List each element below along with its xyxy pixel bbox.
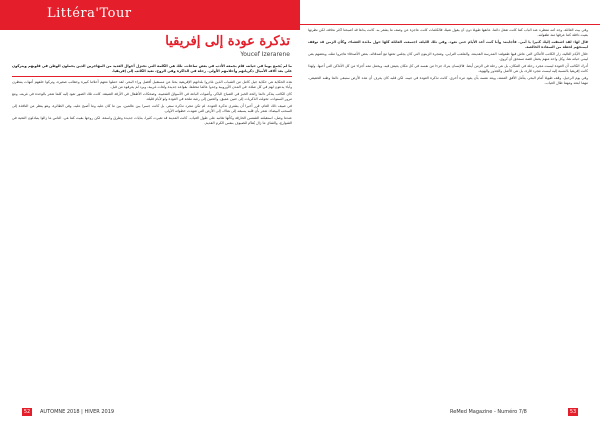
issue-date: AUTOMNE 2018 | HIVER 2019 xyxy=(40,409,115,415)
right-page xyxy=(308,28,588,406)
section-title: Littéra'Tour xyxy=(47,6,132,21)
paragraph: قال لها: لقد اشتقت إليك كثيرا يا أمي. فأجابته: وأنا كنت أعد الأيام حتى تعود. وفي تلك الليلة، اجتمعت العائلة كلها حول مائدة العشاء، وكأن الزمن قد توقف ليمنحهم لحظة من السعادة الخالصة. xyxy=(308,40,588,49)
paragraph: وفي بيت العائلة، وجد أمه تنتظره عند الباب كما كانت تفعل دائما. عانقها طويلا دون أن يقول شيئا، فالكلمات كانت عاجزة عن وصف ما يشعر به. كانت يداها قد أصبحتا أكثر نحافة، لكن نظرتها بقيت دافئة كما عرفها منذ طفولته. xyxy=(308,28,588,37)
paragraph: كان الكاتب يتذكر دائما رائحة الخبز في الصباح الباكر، وأصوات الباعة في الأسواق الشعبية، وضحكات الأطفال في الأزقة الضيقة. كانت تلك الصور تعود إليه كلما شعر بالوحدة في غربته. ومع مرور السنوات، تحولت الذكريات إلى حنين عميق، والحنين إلى رغبة ملحة في العودة ولو لأيام قليلة. xyxy=(12,92,292,101)
header-bar xyxy=(0,0,300,30)
page-number: 52 xyxy=(23,409,31,415)
magazine-issue: ReMed Magazine - Numéro 7/8 xyxy=(450,409,527,415)
paragraph: أدرك الكاتب أن العودة ليست مجرد رحلة في المكان، بل هي رحلة في الزمن أيضا. فالإنسان يترك جزءا من نفسه في كل مكان يعيش فيه، ويحمل معه أجزاء من كل الأماكن التي أحبها. ولهذا كانت إفريقيا بالنسبة إليه ليست مجرد قارة، بل هي الأصل والجذور والهوية. xyxy=(308,64,588,73)
paragraph: هذه الحكاية هي حكاية جيل كامل من الشباب الذين غادروا بلدانهم الإفريقية بحثا عن مستقبل أفضل وراء البحر. لقد حملوا معهم أحلاما كبيرة وحقائب صغيرة، وتركوا خلفهم أمهات ينتظرن وآباء يدعون لهم في كل صلاة. في المدن الأوروبية وجدوا عالما مختلفا، بقواعد جديدة ولغات غريبة، وبرد لم يعرفوه من قبل. xyxy=(12,80,292,89)
paragraph: في صيف ذلك العام، قرر أخيرا أن يشتري تذكرة العودة. لم تكن مجرد تذكرة سفر، بل كانت جسرا بين عالمين، بين ما كان عليه وما أصبح عليه. وفي الطائرة، وهو ينظر من النافذة إلى السحب البيضاء، شعر بأن قلبه يسبقه إلى هناك، إلى الأرض التي شهدت خطواته الأولى. xyxy=(12,104,292,113)
paragraph: وفي يوم الرحيل، وقف طويلا أمام البحر، يتأمل الأفق الممتد، ويعد نفسه بأن يعود مرة أخرى. كانت تذكرة العودة في جيبه، لكن قلبه كان يعرف أن هذه الأرض ستبقى دائما وطنه الحقيقي، مهما ابتعد ومهما طال الغياب. xyxy=(308,76,588,85)
paragraph: عندما وصل، استقبلته الشمس الحارقة وكأنها تعاتبه على طول الغياب. كانت المدينة قد تغيرت كثيرا، بنايات جديدة وطرق واسعة، لكن روحها بقيت كما هي. الناس ما زالوا يتبادلون التحية في الشوارع، والشاي ما زال يُقدَّم للضيوف بنفس الكرم القديم. xyxy=(12,116,292,125)
divider xyxy=(12,76,292,77)
article-author: Youcef Izerarene xyxy=(240,51,290,58)
article-intro: ما لم يُجمع يوما في حياته، قام بجمعه الأدب في بعض ساعات. تلك هي الكلمة التي تختزل أحوال العديد من المهاجرين الذين يحملون الوطن في قلوبهم ويتركون على بعد آلاف الأميال ذكرياتهم وأحلامهم الأولى. رحلة في الذاكرة وفي الروح، تعيد الكاتب إلى إفريقيا. xyxy=(12,64,292,73)
paragraph: خلال الأيام التالية، زار الكاتب الأماكن التي عاش فيها طفولته: المدرسة القديمة، والملعب الترابي، وشجرة الزيتون التي كان يجلس تحتها مع أصدقائه. بعض الأصدقاء هاجروا مثله، وبعضهم بقي ليبني حياته هنا، وكل واحد منهم يحمل قصة تستحق أن تُروى. xyxy=(308,52,588,61)
header-rule xyxy=(300,24,600,25)
footer-left xyxy=(0,408,300,424)
footer-right xyxy=(300,408,600,424)
left-page xyxy=(12,28,292,406)
article-title: تذكرة عودة إلى إفريقيا xyxy=(165,34,290,49)
page-number: 53 xyxy=(569,409,577,415)
